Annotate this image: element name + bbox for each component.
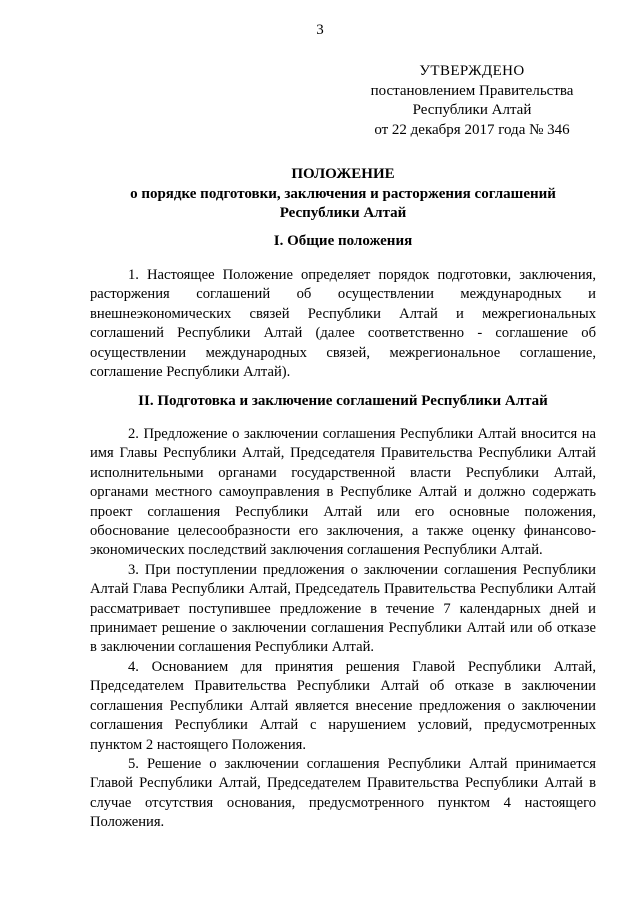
section-body [90,425,596,833]
title-subtitle: о порядке подготовки, заключения и расторжения соглашений [130,185,556,202]
paragraph: 4. Основанием для принятия решения Главой Республики Алтай, Председателем Правительства Республики Алтай об отказе в заключении соглашения Республики Алтай является внесение предложения о заключении соглашения Республики Алтай с нарушением условий, предусмотренных пунктом 2 настоящего Положения. [90,658,596,753]
title-main: ПОЛОЖЕНИЕ [291,166,395,182]
paragraph: 1. Настоящее Положение определяет порядок подготовки, заключения, расторжения соглашений об осуществлении международных и внешнеэкономических связей Республики Алтай и межрегиональных соглашений Республики Алтай (далее соответственно - соглашение об осуществлении международных связей, межрегиональное соглашение, соглашение Республики Алтай). [90,267,596,381]
approval-stamp [352,62,592,140]
approval-heading: УТВЕРЖДЕНО [419,63,525,79]
section-heading: II. Подготовка и заключение соглашений Республики Алтай [138,393,548,409]
section-body [90,266,596,382]
approval-date: от 22 декабря 2017 года № 346 [374,121,570,138]
section-heading: I. Общие положения [273,233,413,249]
page-number: 3 [316,22,324,38]
paragraph: 5. Решение о заключении соглашения Республики Алтай принимается Главой Республики Алтай, Председателем Правительства Республики Алтай в случае отсутствия основания, предусмотренного пунктом 4 настоящего Положения. [90,755,596,831]
approval-line: постановлением Правительства [370,82,574,99]
approval-line: Республики Алтай [412,102,532,118]
title-subtitle: Республики Алтай [279,205,407,221]
paragraph: 3. При поступлении предложения о заключении соглашения Республики Алтай Глава Республики Алтай, Председатель Правительства Республики Алтай рассматривает поступившее предложение в течение 7 календарных дней и принимает решение о заключении соглашения Республики Алтай или об отказе в заключении соглашения Республики Алтай. [90,561,596,656]
document-title [90,165,596,224]
paragraph: 2. Предложение о заключении соглашения Республики Алтай вносится на имя Главы Республики Алтай, Председателя Правительства Республики Алтай исполнительными органами государственной власти Республики Алтай, органами местного самоуправления в Республике Алтай и должно содержать проект соглашения Республики Алтай или его основные положения, обоснование целесообразности его заключения, а также оценку финансово-экономических последствий заключения соглашения Республики Алтай. [90,426,596,559]
